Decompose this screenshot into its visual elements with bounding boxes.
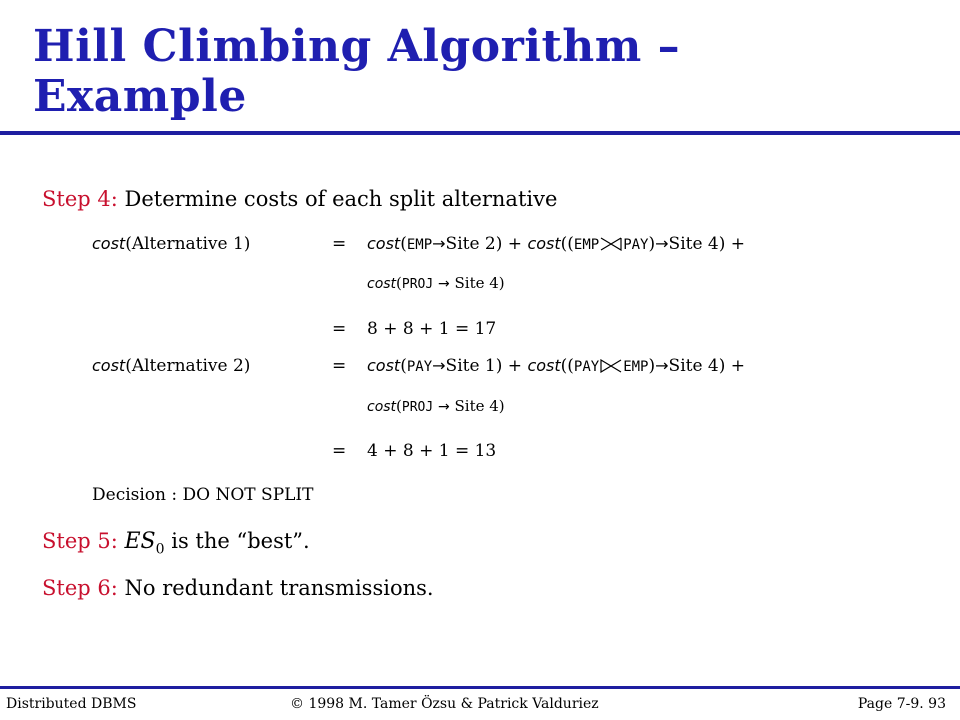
title-line-2: Example: [33, 71, 247, 122]
site-text: Site 4) +: [668, 356, 746, 376]
alt2-result-equals: =: [332, 441, 347, 461]
alt2-result: 4 + 8 + 1 = 13: [367, 441, 497, 461]
step-6-label: Step 6:: [42, 576, 118, 600]
right-arrow-icon: →: [438, 399, 450, 415]
alt1-equals: =: [332, 234, 347, 254]
cost-word: cost: [367, 356, 401, 375]
relation-emp: EMP: [623, 359, 649, 375]
step-4-text: Determine costs of each split alternative: [124, 187, 558, 211]
decision: Decision : DO NOT SPLIT: [92, 485, 314, 505]
site-text: Site 4): [454, 397, 505, 415]
alt2-label: (Alternative 2): [125, 356, 251, 376]
es-text: ES: [124, 529, 156, 554]
right-arrow-icon: →: [655, 234, 669, 253]
alt1-result: 8 + 8 + 1 = 17: [367, 319, 497, 339]
alt1-expression-line1: [367, 233, 745, 256]
paren: (: [396, 274, 402, 292]
paren: (: [396, 397, 402, 415]
cost-word: cost: [367, 399, 397, 415]
cost-word: cost: [527, 356, 561, 375]
step-5-label: Step 5:: [42, 529, 118, 553]
paren: ): [648, 356, 656, 376]
cost-word: cost: [527, 234, 561, 253]
site-text: Site 4): [454, 274, 505, 292]
footer-divider: [0, 686, 960, 689]
paren: ((: [560, 234, 574, 254]
site-text: Site 4) +: [668, 234, 746, 254]
cost-word: cost: [92, 234, 126, 253]
paren: ): [648, 234, 656, 254]
alt2-equals: =: [332, 356, 347, 376]
site-text: Site 1) +: [445, 356, 528, 376]
right-arrow-icon: →: [432, 356, 446, 375]
right-arrow-icon: →: [432, 234, 446, 253]
relation-emp: EMP: [573, 237, 600, 253]
alt2-expression-line1: [367, 355, 745, 378]
relation-proj: PROJ: [401, 277, 434, 292]
step-6: [42, 575, 434, 601]
right-arrow-icon: →: [438, 276, 450, 292]
paren: (: [400, 356, 407, 376]
footer-copyright: © 1998 M. Tamer Özsu & Patrick Valduriez: [290, 696, 599, 712]
relation-pay: PAY: [573, 359, 600, 375]
step-6-text: No redundant transmissions.: [124, 576, 434, 600]
cost-word: cost: [367, 234, 401, 253]
footer-page-number: Page 7-9. 93: [857, 696, 946, 712]
page-title: [33, 22, 913, 122]
relation-pay: PAY: [406, 359, 433, 375]
semijoin-icon: [600, 237, 622, 251]
title-divider: [0, 131, 960, 135]
right-arrow-icon: →: [655, 356, 669, 375]
alt1-expression-line2: [367, 272, 505, 296]
alt1-label: (Alternative 1): [125, 234, 251, 254]
es-subscript: 0: [155, 541, 165, 558]
cost-word: cost: [92, 356, 126, 375]
step-5: [42, 528, 310, 562]
paren: ((: [560, 356, 574, 376]
alt2-expression-line2: [367, 395, 505, 419]
cost-word: cost: [367, 276, 397, 292]
semijoin-icon: [600, 359, 622, 373]
paren: (: [400, 234, 407, 254]
step-5-text: is the “best”.: [164, 529, 310, 553]
step-4: [42, 186, 557, 212]
footer-left: Distributed DBMS: [6, 696, 137, 712]
step-4-label: Step 4:: [42, 187, 118, 211]
relation-proj: PROJ: [401, 400, 434, 415]
relation-emp: EMP: [406, 237, 433, 253]
es-symbol: [124, 529, 165, 558]
site-text: Site 2) +: [445, 234, 528, 254]
alt1-result-equals: =: [332, 319, 347, 339]
alt2-name: [92, 355, 250, 377]
alt1-name: [92, 233, 250, 255]
title-line-1: Hill Climbing Algorithm –: [33, 21, 681, 72]
relation-pay: PAY: [623, 237, 649, 253]
